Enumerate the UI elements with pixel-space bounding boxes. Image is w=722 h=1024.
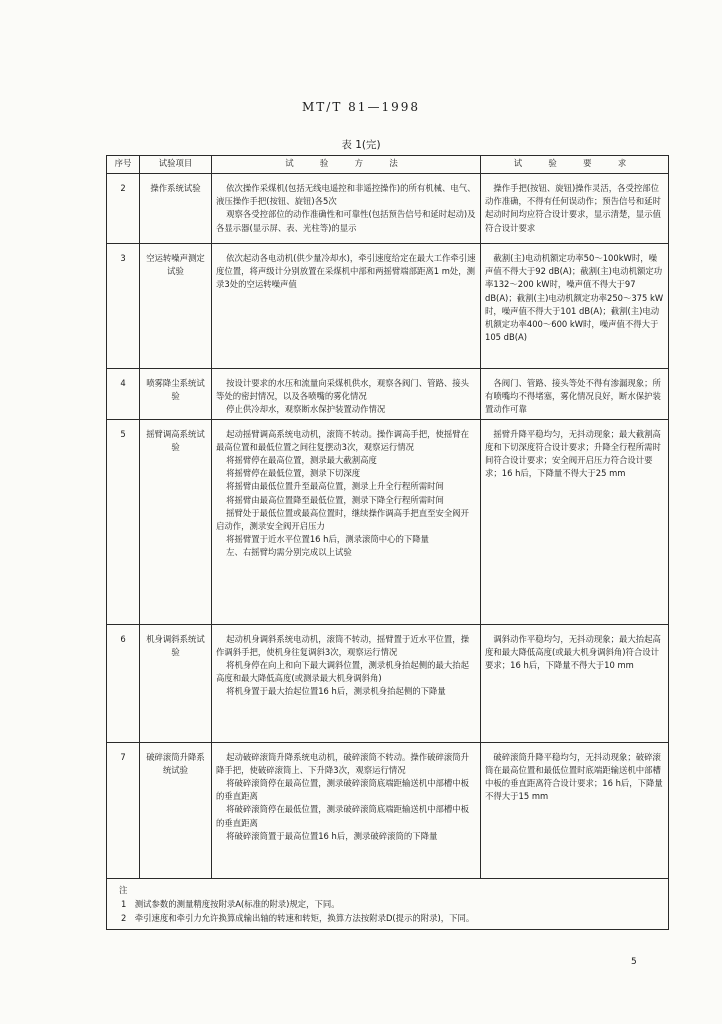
test-method	[212, 174, 481, 244]
col-header-item: 试验项目	[140, 156, 212, 174]
table-row	[107, 419, 669, 624]
requirement-paragraph: 各阀门、管路、接头等处不得有渗漏现象；所有喷嘴均不得堵塞，雾化情况良好，断水保护装置动作可靠	[485, 378, 661, 415]
test-requirement	[481, 244, 669, 369]
requirement-paragraph: 操作手把(按钮、旋钮)操作灵活，各受控部位动作准确，不得有任何误动作；预告信号和延时起动时间均应符合设计要求，显示清楚，显示值符合设计要求	[485, 183, 661, 233]
method-paragraph: 摇臂处于最低位置或最高位置时，继续操作调高手把直至安全阀开启动作，测录安全阀开启压力	[216, 507, 469, 532]
method-paragraph: 将机身置于最大抬起位置16 h后，测录机身抬起侧的下降量	[226, 686, 446, 697]
method-paragraph: 起动机身调斜系统电动机，滚筒不转动，摇臂置于近水平位置，操作调斜手把，使机身往复调斜3次，观察运行情况	[216, 633, 469, 657]
table-row	[107, 624, 669, 742]
row-number: 6	[107, 624, 140, 742]
method-paragraph: 将摇臂由最高位置降至最低位置，测录下降全行程所需时间	[226, 494, 444, 505]
method-paragraph: 起动破碎滚筒升降系统电动机，破碎滚筒不转动。操作破碎滚筒升降手把，使破碎滚筒上、下升降3次，观察运行情况	[216, 751, 469, 775]
test-method	[212, 419, 481, 624]
col-header-requirement: 试 验 要 求	[481, 156, 669, 174]
notes-label: 注	[119, 884, 128, 895]
test-item: 操作系统试验	[140, 174, 212, 244]
table-header-row	[107, 156, 669, 174]
method-paragraph: 将摇臂由最低位置升至最高位置，测录上升全行程所需时间	[226, 481, 444, 492]
row-number: 3	[107, 244, 140, 369]
test-item: 摇臂调高系统试验	[140, 419, 212, 624]
requirement-paragraph: 调斜动作平稳均匀，无抖动现象；最大抬起高度和最大降低高度(或最大机身调斜角)符合设计要求；16 h后，下降量不得大于10 mm	[485, 633, 661, 671]
method-paragraph: 将摇臂停在最高位置，测录最大截割高度	[226, 455, 377, 466]
requirement-paragraph: 摇臂升降平稳均匀，无抖动现象；最大截割高度和下切深度符合设计要求；升降全行程所需时间符合设计要求；安全阀开启压力符合设计要求；16 h后，下降量不得大于25 mm	[485, 428, 661, 479]
test-requirement	[481, 624, 669, 742]
method-paragraph: 将破碎滚筒停在最低位置，测录破碎滚筒底端距输送机中部槽中板的垂直距离	[216, 804, 469, 828]
test-requirement	[481, 742, 669, 878]
test-requirement	[481, 174, 669, 244]
test-requirement	[481, 419, 669, 624]
test-method	[212, 624, 481, 742]
method-paragraph: 起动摇臂调高系统电动机，滚筒不转动。操作调高手把，使摇臂在最高位置和最低位置之间往复摆动3次，观察运行情况	[216, 428, 469, 452]
test-item: 破碎滚筒升降系统试验	[140, 742, 212, 878]
note-item: 2 牵引速度和牵引力允许换算成输出轴的转速和转矩，换算方法按附录D(提示的附录)，下同。	[121, 912, 475, 923]
table-row	[107, 742, 669, 878]
col-header-no: 序号	[107, 156, 140, 174]
method-paragraph: 观察各受控部位的动作准确性和可靠性(包括预告信号和延时起动)及各显示器(显示屏、表、光柱等)的显示	[216, 209, 476, 233]
table-title: 表 1(完)	[341, 139, 381, 151]
method-paragraph: 将破碎滚筒置于最高位置16 h后，测录破碎滚筒的下降量	[226, 830, 438, 841]
test-item: 机身调斜系统试验	[140, 624, 212, 742]
page-number: 5	[631, 957, 637, 967]
test-method	[212, 742, 481, 878]
method-paragraph: 将破碎滚筒停在最高位置，测录破碎滚筒底端距输送机中部槽中板的垂直距离	[216, 778, 469, 802]
row-number: 2	[107, 174, 140, 244]
method-paragraph: 将机身停在向上和向下最大调斜位置，测录机身抬起侧的最大抬起高度和最大降低高度(或测录最大机身调斜角)	[216, 660, 469, 684]
standard-code-header: MT/T 81—1998	[302, 100, 420, 114]
row-number: 4	[107, 369, 140, 420]
notes-row	[107, 878, 669, 929]
test-method	[212, 244, 481, 369]
notes	[107, 878, 669, 929]
test-item: 空运转噪声测定试验	[140, 244, 212, 369]
method-paragraph: 将摇臂停在最低位置，测录下切深度	[226, 468, 361, 479]
method-paragraph: 依次操作采煤机(包括无线电遥控和非遥控操作)的所有机械、电气、液压操作手把(按钮、旋钮)各5次	[216, 183, 476, 207]
method-paragraph: 左、右摇臂均需分别完成以上试验	[226, 547, 352, 558]
table-row	[107, 369, 669, 420]
table-row	[107, 174, 669, 244]
test-requirement	[481, 369, 669, 420]
method-paragraph: 停止供冷却水，观察断水保护装置动作情况	[226, 404, 386, 415]
note-item: 1 测试参数的测量精度按附录A(标准的附录)规定，下同。	[121, 898, 340, 909]
test-method-table	[106, 155, 669, 930]
test-item: 喷雾降尘系统试验	[140, 369, 212, 420]
row-number: 5	[107, 419, 140, 624]
row-number: 7	[107, 742, 140, 878]
test-method	[212, 369, 481, 420]
requirement-paragraph: 截割(主)电动机额定功率50～100kW时，噪声值不得大于92 dB(A)；截割(主)电动机额定功率132～200 kW时，噪声值不得大于97 dB(A)；截割(主)电动机额定功率250～375 kW时，噪声值不得大于101 dB(A)；截割(主)电动机额定功率400～600 kW时，噪声值不得大于105 dB(A)	[485, 253, 664, 343]
method-paragraph: 将摇臂置于近水平位置16 h后，测录滚筒中心的下降量	[226, 534, 429, 545]
requirement-paragraph: 破碎滚筒升降平稳均匀，无抖动现象；破碎滚筒在最高位置和最低位置时底端距输送机中部槽中板的垂直距离符合设计要求；16 h后，下降量不得大于15 mm	[485, 751, 663, 802]
col-header-method: 试 验 方 法	[212, 156, 481, 174]
table-row	[107, 244, 669, 369]
method-paragraph: 按设计要求的水压和流量向采煤机供水，观察各阀门、管路、接头等处的密封情况，以及各喷嘴的雾化情况	[216, 378, 469, 402]
method-paragraph: 依次起动各电动机(供少量冷却水)，牵引速度给定在最大工作牵引速度位置，将声级计分别放置在采煤机中部和两摇臂端部距离1 m处，测录3处的空运转噪声值	[216, 253, 476, 290]
